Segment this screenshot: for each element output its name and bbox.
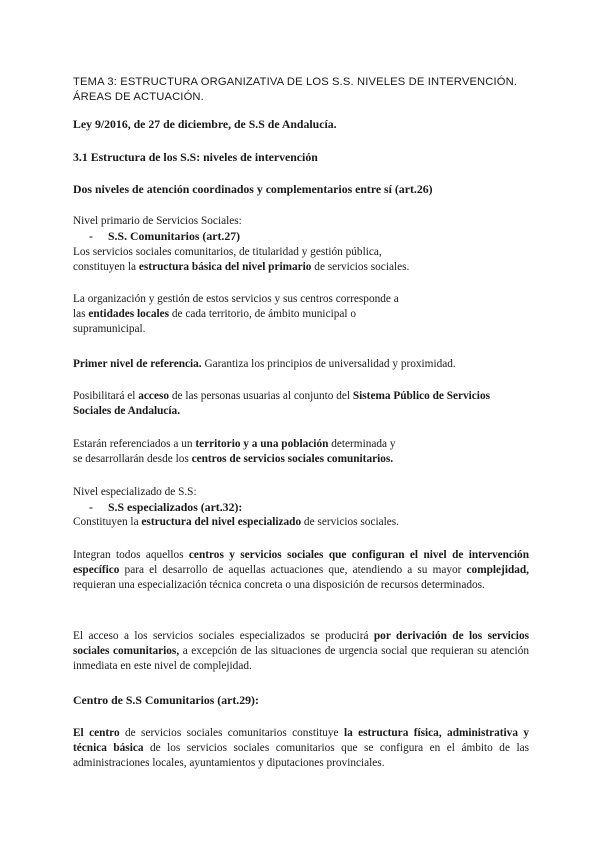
specialized-level-intro: Nivel especializado de S.S: xyxy=(73,486,197,498)
dash-bullet: - xyxy=(89,229,93,243)
centro-heading: Centro de S.S Comunitarios (art.29): xyxy=(73,693,259,707)
primary-level-subheading xyxy=(89,229,545,244)
primary-paragraph-2: La organización y gestión de estos servicios y sus centros corresponde a las entidades locales de cada territorio, de ámbito municipal o supramunicipal. xyxy=(73,293,399,335)
specialized-paragraph-1: Constituyen la estructura del nivel especializado de servicios sociales. xyxy=(73,516,399,528)
law-heading: Ley 9/2016, de 27 de diciembre, de S.S de Andalucía. xyxy=(73,117,337,131)
primary-paragraph-1: Los servicios sociales comunitarios, de titularidad y gestión pública, constituyen la estructura básica del nivel primario de servicios sociales. xyxy=(73,246,410,273)
primary-paragraph-5: Estarán referenciados a un territorio y a una población determinada y se desarrollarán desde los centros de servicios sociales comunitarios. xyxy=(73,438,396,465)
primary-paragraph-4: Posibilitará el acceso de las personas usuarias al conjunto del Sistema Público de Servicios Sociales de Andalucía. xyxy=(73,390,490,417)
primary-paragraph-3: Primer nivel de referencia. Garantiza los principios de universalidad y proximidad. xyxy=(73,358,456,370)
dash-bullet: - xyxy=(89,500,93,514)
title-line-2: ÁREAS DE ACTUACIÓN. xyxy=(73,91,204,103)
document-title xyxy=(73,75,529,105)
specialized-paragraph-2: Integran todos aquellos centros y servicios sociales que configuran el nivel de intervención específico para el desarrollo de aquellas actuaciones que, atendiendo a su mayor complejidad, requieran una especialización técnica concreta o una disposición de recursos determinados. xyxy=(73,549,529,591)
specialized-paragraph-3: El acceso a los servicios sociales especializados se producirá por derivación de los servicios sociales comunitarios, a excepción de las situaciones de urgencia social que requieran su atención inmediata en este nivel de complejidad. xyxy=(73,630,529,672)
section-heading: 3.1 Estructura de los S.S: niveles de intervención xyxy=(73,150,318,164)
specialized-heading-text: S.S especializados (art.32): xyxy=(108,500,243,514)
title-line-1: TEMA 3: ESTRUCTURA ORGANIZATIVA DE LOS S.S. NIVELES DE INTERVENCIÓN. xyxy=(73,76,518,88)
primary-heading-text: S.S. Comunitarios (art.27) xyxy=(108,229,241,243)
two-levels-heading: Dos niveles de atención coordinados y complementarios entre sí (art.26) xyxy=(73,182,433,196)
specialized-level-subheading xyxy=(89,500,545,515)
centro-paragraph-1: El centro de servicios sociales comunitarios constituye la estructura física, administrativa y técnica básica de los servicios sociales comunitarios que se configura en el ámbito de las administraciones locales, ayuntamientos y diputaciones provinciales. xyxy=(73,727,530,769)
primary-level-intro: Nivel primario de Servicios Sociales: xyxy=(73,215,242,227)
